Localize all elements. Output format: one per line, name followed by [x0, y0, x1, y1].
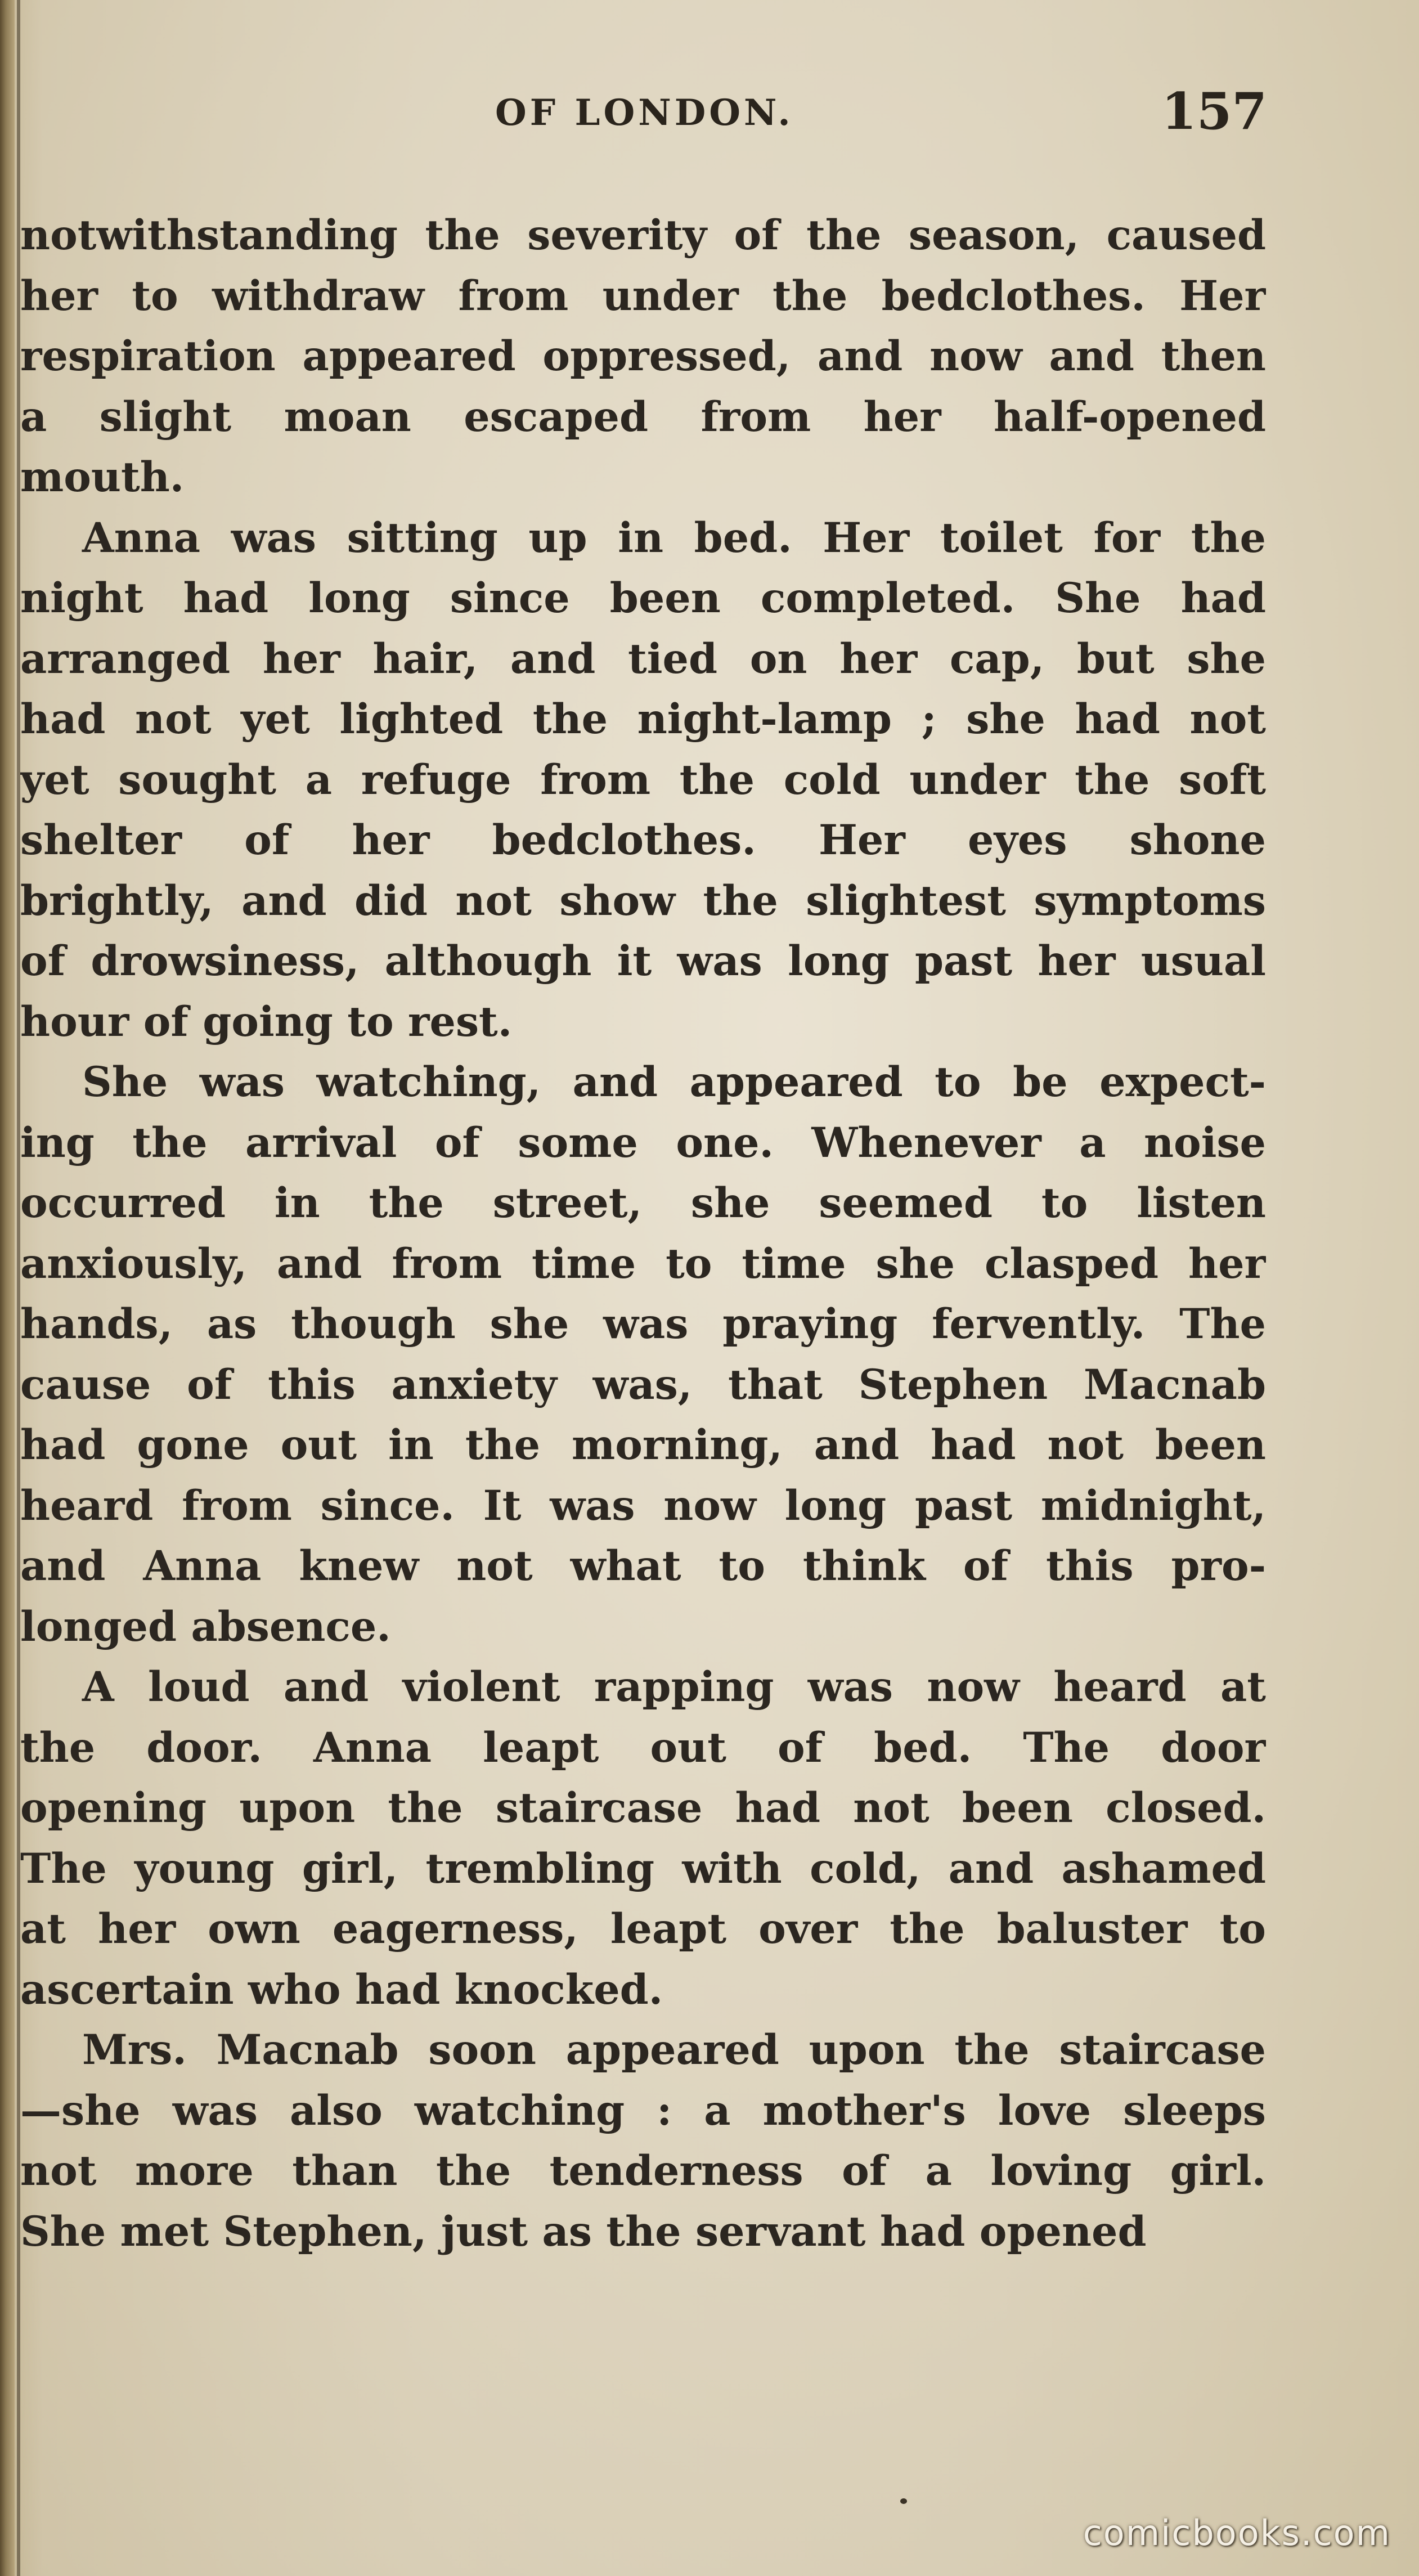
ink-speck [900, 2498, 907, 2504]
text-line: respiration appeared oppressed, and now and then [20, 332, 1266, 380]
page-header [0, 82, 1419, 149]
text-line: Anna was sitting up in bed. Her toilet for the [82, 513, 1266, 562]
text-line: She was watching, and appeared to be expect- [82, 1058, 1266, 1106]
paragraph [20, 508, 1266, 1053]
text-line: and Anna knew not what to think of this pro- [20, 1542, 1266, 1590]
paragraph [20, 1657, 1266, 2020]
text-line: shelter of her bedclothes. Her eyes shone [20, 816, 1266, 864]
text-line: ing the arrival of some one. Whenever a noise [20, 1118, 1266, 1167]
body-text [20, 205, 1266, 2262]
text-line: —she was also watching : a mother's love sleeps [20, 2086, 1266, 2135]
text-line: at her own eagerness, leapt over the baluster to [20, 1905, 1266, 1953]
text-line: had not yet lighted the night-lamp ; she had not [20, 695, 1266, 743]
paragraph [20, 2020, 1266, 2262]
text-line: ascertain who had knocked. [20, 1965, 663, 2014]
page-number: 157 [1161, 82, 1267, 141]
paragraph [20, 1052, 1266, 1657]
text-line: had gone out in the morning, and had not been [20, 1421, 1266, 1469]
binding-edge [0, 0, 15, 2576]
text-line: anxiously, and from time to time she clasped her [20, 1239, 1266, 1288]
text-line: A loud and violent rapping was now heard at [82, 1663, 1266, 1711]
text-line: heard from since. It was now long past midnight, [20, 1481, 1266, 1530]
running-head: OF LONDON. [495, 92, 794, 134]
text-line: of drowsiness, although it was long past her usual [20, 937, 1266, 985]
text-line: arranged her hair, and tied on her cap, but she [20, 634, 1266, 683]
text-line: occurred in the street, she seemed to listen [20, 1179, 1266, 1227]
text-line: yet sought a refuge from the cold under the soft [20, 755, 1266, 804]
text-line: longed absence. [20, 1602, 391, 1651]
text-line: the door. Anna leapt out of bed. The door [20, 1723, 1266, 1772]
text-line: brightly, and did not show the slightest symptoms [20, 876, 1266, 925]
text-line: opening upon the staircase had not been closed. [20, 1784, 1266, 1832]
text-line: a slight moan escaped from her half-opened [20, 392, 1266, 441]
text-line: cause of this anxiety was, that Stephen Macnab [20, 1360, 1266, 1409]
text-line: not more than the tenderness of a loving girl. [20, 2147, 1266, 2195]
text-line: hour of going to rest. [20, 997, 513, 1046]
text-line: The young girl, trembling with cold, and ashamed [20, 1844, 1266, 1893]
text-line: Mrs. Macnab soon appeared upon the staircase [82, 2026, 1266, 2074]
text-line: mouth. [20, 453, 185, 501]
text-line: night had long since been completed. She had [20, 574, 1266, 622]
text-line: hands, as though she was praying fervently. The [20, 1300, 1266, 1348]
text-line: She met Stephen, just as the servant had opened [20, 2207, 1147, 2256]
watermark: comicbooks.com [1083, 2512, 1391, 2553]
text-line: her to withdraw from under the bedclothes. Her [20, 271, 1266, 320]
text-line: notwithstanding the severity of the season, caused [20, 211, 1266, 259]
paragraph [20, 205, 1266, 508]
